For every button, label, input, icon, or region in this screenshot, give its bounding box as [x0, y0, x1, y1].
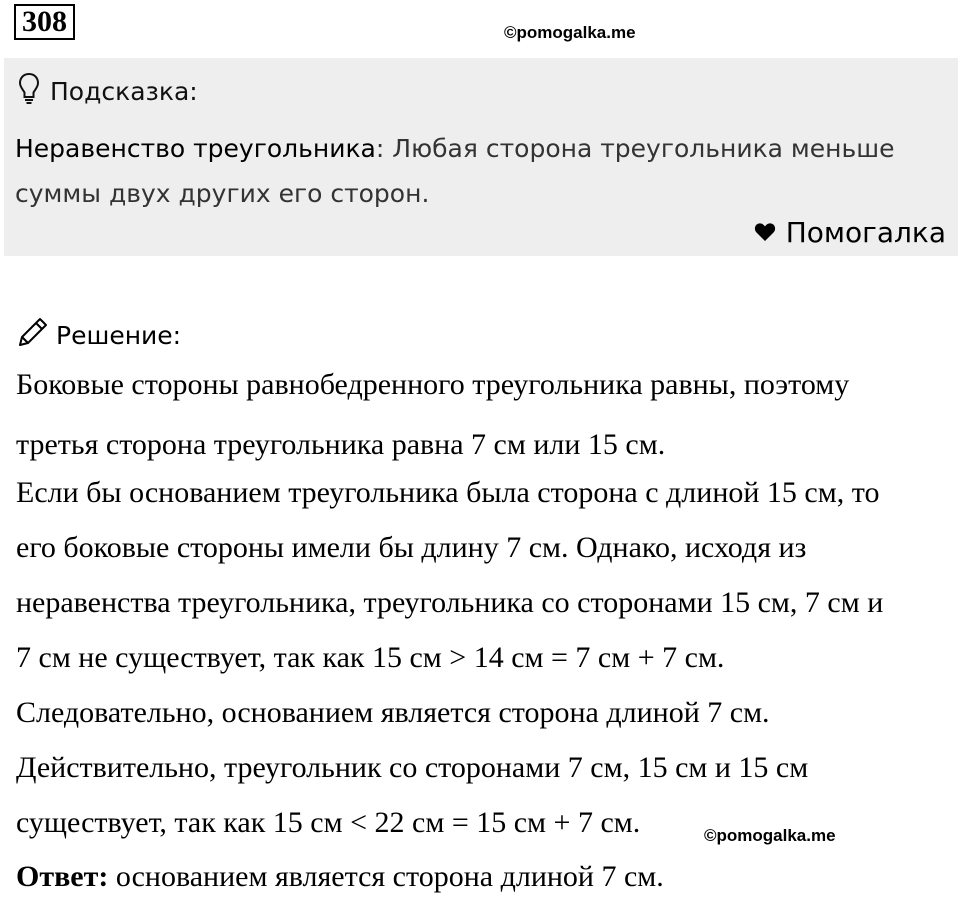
hint-text [15, 126, 915, 216]
answer-label: Ответ: [16, 860, 109, 893]
watermark-bottom: ©pomogalka.me [704, 826, 836, 845]
answer-text: основанием является сторона длиной 7 см. [108, 860, 664, 893]
answer-line [16, 860, 664, 894]
watermark-top: ©pomogalka.me [504, 23, 636, 42]
problem-number: 308 [14, 4, 75, 40]
hint-description: Любая сторона треугольника меньше суммы двух других его сторон. [15, 134, 895, 208]
solution-line: Следовательно, основанием является сторона длиной 7 см. [16, 696, 770, 729]
solution-line: Действительно, треугольник со сторонами 7 см, 15 см и 15 см [16, 751, 809, 784]
solution-line: Если бы основанием треугольника была сторона с длиной 15 см, то [16, 476, 880, 509]
solution-title: Решение: [56, 320, 182, 350]
solution-line: неравенства треугольника, треугольника со сторонами 15 см, 7 см и [16, 586, 884, 619]
hint-title: Подсказка: [50, 76, 198, 106]
hint-term: Неравенство треугольника [15, 134, 376, 163]
lightbulb-icon [18, 72, 40, 110]
solution-line: 7 см не существует, так как 15 см > 14 см = 7 см + 7 см. [16, 641, 725, 674]
hint-header [18, 72, 198, 110]
solution-header [16, 315, 181, 355]
solution-line: существует, так как 15 см < 22 см = 15 см + 7 см. [16, 806, 641, 839]
brand-label: Помогалка [785, 216, 946, 249]
solution-line: его боковые стороны имели бы длину 7 см. Однако, исходя из [16, 531, 807, 564]
brand-signature [754, 216, 946, 249]
hint-separator: : [375, 134, 385, 163]
pencil-icon [16, 315, 50, 355]
heart-icon [754, 216, 776, 249]
hint-box [4, 58, 958, 256]
solution-line: Боковые стороны равнобедренного треугольника равны, поэтому [16, 368, 850, 401]
solution-line: третья сторона треугольника равна 7 см или 15 см. [16, 428, 666, 461]
